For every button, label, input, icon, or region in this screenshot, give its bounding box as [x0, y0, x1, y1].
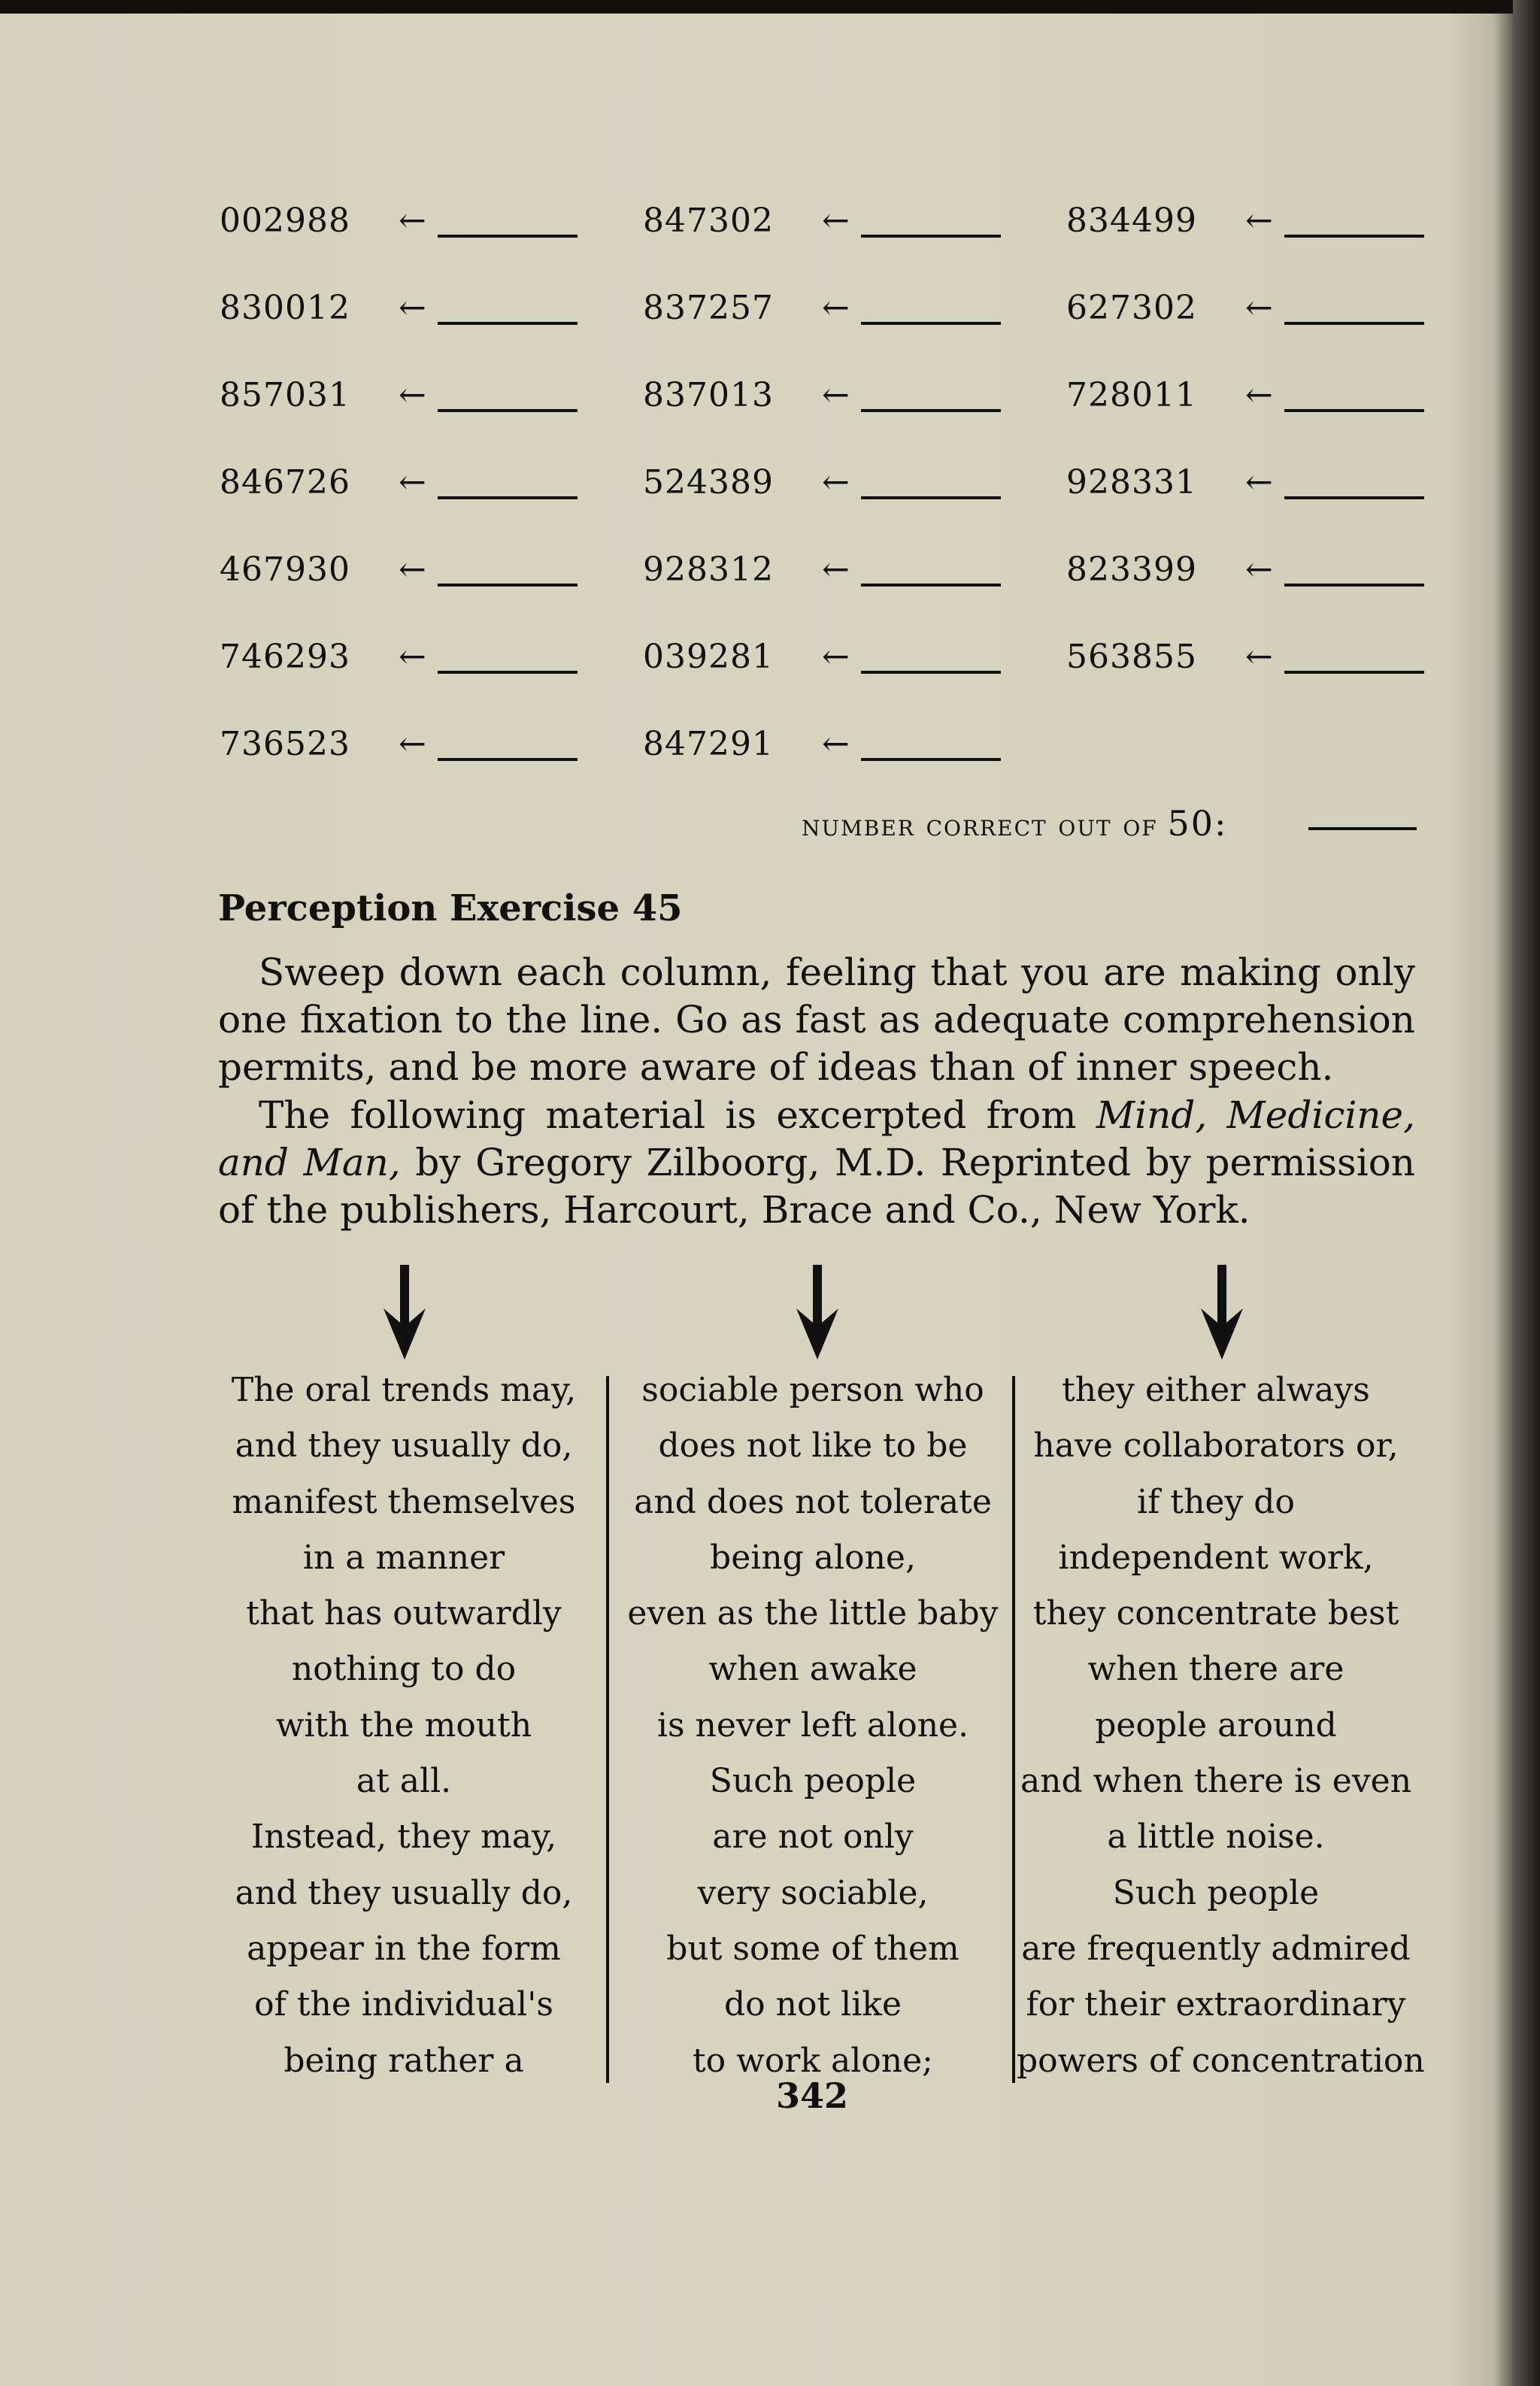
answer-blank[interactable]: [861, 409, 1001, 412]
drill-cell: [220, 376, 641, 429]
column-line: and they usually do,: [235, 1873, 573, 1912]
column-divider: [1012, 1376, 1015, 2083]
drill-number: 857031: [220, 376, 350, 414]
drill-cell: [220, 550, 641, 603]
answer-blank[interactable]: [1284, 235, 1424, 238]
column-line: but some of them: [666, 1929, 959, 1968]
drill-row: [220, 202, 1423, 289]
left-arrow-icon: ←: [822, 202, 850, 240]
drill-row: [220, 638, 1423, 725]
score-label: number correct out of: [802, 808, 1158, 843]
answer-blank[interactable]: [438, 671, 578, 674]
drill-number: 627302: [1066, 289, 1197, 327]
drill-number: 467930: [220, 550, 350, 589]
column-line: for their extraordinary: [1026, 1985, 1406, 2024]
page-number: 342: [775, 2075, 849, 2116]
answer-blank[interactable]: [861, 496, 1001, 499]
answer-blank[interactable]: [438, 235, 578, 238]
source-text-end: by Gregory Zilboorg, M.D. Reprinted by permission of the publishers, Harcourt, Brace and Co., New York.: [218, 1141, 1415, 1232]
drill-number: 837013: [643, 376, 774, 414]
left-arrow-icon: ←: [399, 638, 426, 676]
column-line: do not like: [724, 1985, 902, 2024]
column-line: independent work,: [1058, 1538, 1374, 1577]
left-arrow-icon: ←: [399, 550, 426, 589]
column-line: very sociable,: [697, 1873, 929, 1912]
drill-cell: [1066, 376, 1487, 429]
score-total: 50:: [1167, 803, 1228, 844]
column-line: have collaborators or,: [1033, 1426, 1399, 1466]
drill-cell: [643, 202, 1064, 254]
drill-cell: [643, 289, 1064, 341]
drill-number: 002988: [220, 202, 350, 240]
column-line: are frequently admired: [1021, 1929, 1411, 1968]
drill-cell: [1066, 289, 1487, 341]
column-line: with the mouth: [275, 1705, 532, 1745]
answer-blank[interactable]: [861, 235, 1001, 238]
column-line: of the individual's: [254, 1985, 553, 2024]
column-divider: [606, 1376, 609, 2083]
left-arrow-icon: ←: [1245, 376, 1273, 414]
drill-number: 736523: [220, 725, 350, 763]
down-arrow-icon: [382, 1265, 427, 1363]
drill-number: 830012: [220, 289, 350, 327]
drill-row: [220, 725, 1423, 812]
column-line: that has outwardly: [246, 1594, 562, 1633]
drill-cell: [643, 550, 1064, 603]
answer-blank[interactable]: [861, 584, 1001, 587]
left-arrow-icon: ←: [1245, 289, 1273, 327]
instructions-paragraph: Sweep down each column, feeling that you are making only one fixation to the line. Go as fast as adequate comprehension permits, and be more aware of ideas than of inner speech.: [218, 950, 1415, 1089]
answer-blank[interactable]: [438, 584, 578, 587]
drill-number: 563855: [1066, 638, 1197, 676]
column-line: Instead, they may,: [250, 1818, 557, 1857]
column-line: are not only: [712, 1818, 914, 1857]
column-line: a little noise.: [1107, 1818, 1325, 1857]
answer-blank[interactable]: [861, 758, 1001, 761]
column-line: even as the little baby: [627, 1594, 999, 1633]
answer-blank[interactable]: [1284, 584, 1424, 587]
column-line: at all.: [356, 1762, 452, 1801]
column-line: does not like to be: [658, 1426, 968, 1466]
down-arrow-icon: [1199, 1265, 1244, 1363]
reading-column-2: [614, 1363, 1012, 2089]
column-line: appear in the form: [247, 1929, 561, 1968]
answer-blank[interactable]: [438, 758, 578, 761]
exercise-heading: Perception Exercise 45: [218, 887, 683, 929]
drill-number: 728011: [1066, 376, 1197, 414]
drill-cell: [1066, 202, 1487, 254]
left-arrow-icon: ←: [1245, 463, 1273, 502]
number-drill-grid: [220, 202, 1423, 812]
column-line: powers of concentration: [1017, 2041, 1425, 2080]
answer-blank[interactable]: [438, 322, 578, 325]
drill-number: 524389: [643, 463, 774, 502]
drill-cell: [1066, 550, 1487, 603]
left-arrow-icon: ←: [399, 463, 426, 502]
source-text-start: The following material is excerpted from: [259, 1093, 1096, 1137]
drill-number: 834499: [1066, 202, 1197, 240]
left-arrow-icon: ←: [822, 725, 850, 763]
left-arrow-icon: ←: [822, 463, 850, 502]
column-line: in a manner: [302, 1538, 505, 1577]
answer-blank[interactable]: [861, 671, 1001, 674]
drill-number: 928312: [643, 550, 774, 589]
score-line: [802, 803, 1228, 844]
left-arrow-icon: ←: [399, 202, 426, 240]
column-line: nothing to do: [291, 1650, 517, 1689]
source-paragraph: [218, 1092, 1415, 1234]
book-title: Mind, Medicine, and Man,: [218, 1093, 1415, 1184]
column-line: is never left alone.: [656, 1705, 969, 1745]
answer-blank[interactable]: [438, 409, 578, 412]
column-line: they either always: [1062, 1371, 1370, 1409]
left-arrow-icon: ←: [822, 376, 850, 414]
score-answer-blank[interactable]: [1308, 827, 1417, 830]
drill-cell: [643, 376, 1064, 429]
left-arrow-icon: ←: [399, 725, 426, 763]
column-line: to work alone;: [693, 2041, 933, 2080]
drill-cell: [1066, 638, 1487, 690]
drill-row: [220, 550, 1423, 638]
reading-column-3: [1017, 1363, 1425, 2089]
column-line: The oral trends may,: [231, 1371, 577, 1409]
drill-cell: [220, 638, 641, 690]
left-arrow-icon: ←: [1245, 550, 1273, 589]
left-arrow-icon: ←: [822, 289, 850, 327]
drill-number: 746293: [220, 638, 350, 676]
answer-blank[interactable]: [1284, 322, 1424, 325]
answer-blank[interactable]: [1284, 496, 1424, 499]
drill-row: [220, 289, 1423, 376]
column-line: when there are: [1087, 1650, 1344, 1689]
column-line: being rather a: [283, 2041, 524, 2080]
column-line: and they usually do,: [235, 1426, 573, 1466]
drill-cell: [1066, 463, 1487, 516]
drill-number: 823399: [1066, 550, 1197, 589]
column-line: and when there is even: [1020, 1762, 1412, 1801]
drill-number: 928331: [1066, 463, 1197, 502]
answer-blank[interactable]: [438, 496, 578, 499]
answer-blank[interactable]: [1284, 671, 1424, 674]
drill-cell: [220, 463, 641, 516]
drill-number: 847291: [643, 725, 774, 763]
drill-cell: [220, 202, 641, 254]
left-arrow-icon: ←: [822, 550, 850, 589]
drill-number: 837257: [643, 289, 774, 327]
column-line: and does not tolerate: [634, 1482, 992, 1521]
down-arrow-icon: [795, 1265, 840, 1363]
left-arrow-icon: ←: [399, 376, 426, 414]
answer-blank[interactable]: [861, 322, 1001, 325]
drill-row: [220, 463, 1423, 550]
column-line: Such people: [1112, 1873, 1320, 1912]
drill-cell: [643, 725, 1064, 778]
column-line: being alone,: [710, 1538, 916, 1577]
page-top-shadow: [0, 0, 1540, 14]
drill-row: [220, 376, 1423, 463]
column-line: manifest themselves: [232, 1482, 576, 1521]
column-line: if they do: [1137, 1482, 1295, 1521]
column-line: they concentrate best: [1032, 1594, 1399, 1633]
column-line: sociable person who: [641, 1371, 984, 1409]
left-arrow-icon: ←: [1245, 638, 1273, 676]
drill-cell: [643, 638, 1064, 690]
left-arrow-icon: ←: [822, 638, 850, 676]
left-arrow-icon: ←: [1245, 202, 1273, 240]
book-binding-edge: [1513, 0, 1540, 2386]
drill-cell: [643, 463, 1064, 516]
left-arrow-icon: ←: [399, 289, 426, 327]
answer-blank[interactable]: [1284, 409, 1424, 412]
column-line: when awake: [708, 1650, 917, 1689]
drill-cell: [220, 289, 641, 341]
column-line: people around: [1095, 1705, 1337, 1745]
drill-cell: [220, 725, 641, 778]
column-line: Such people: [709, 1762, 917, 1801]
drill-number: 846726: [220, 463, 350, 502]
drill-number: 039281: [643, 638, 774, 676]
reading-column-1: [205, 1363, 603, 2089]
drill-number: 847302: [643, 202, 774, 240]
